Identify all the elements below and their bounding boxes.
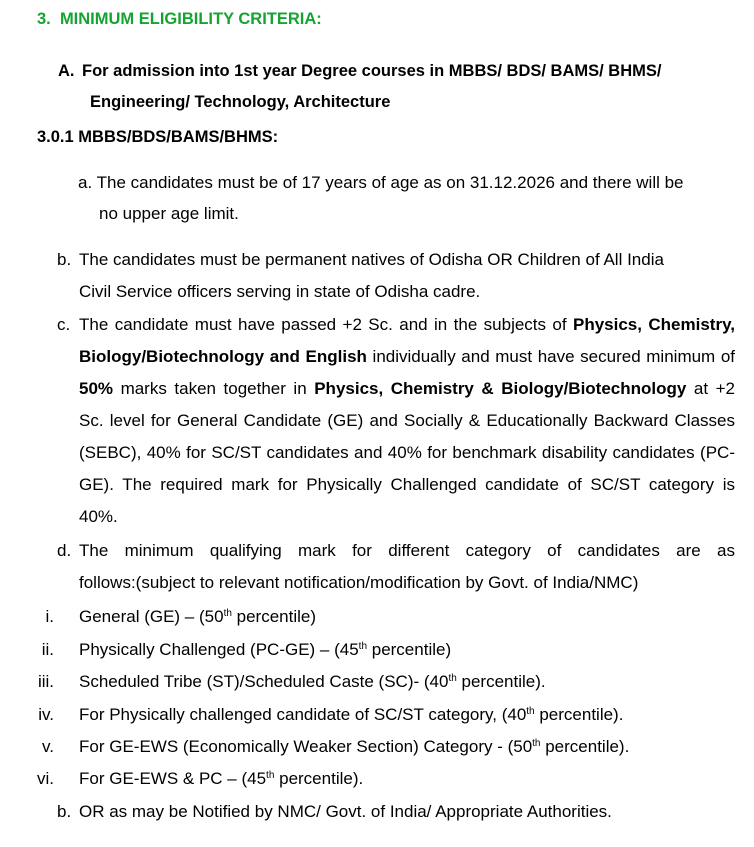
item-last: [57, 796, 735, 828]
roman-num: ii.: [41, 640, 54, 659]
roman-sup: th: [526, 706, 535, 717]
roman-text-end: percentile).: [534, 705, 624, 724]
item-c-bold-3: Physics, Chemistry & Biology/Biotechnology: [314, 379, 687, 398]
roman-num: v.: [42, 737, 54, 756]
item-c: [57, 309, 735, 533]
roman-item: [0, 731, 754, 763]
section-number: 3.: [37, 10, 51, 28]
roman-num: i.: [45, 607, 54, 626]
part-a-label: A.: [58, 62, 75, 80]
part-a-line2: Engineering/ Technology, Architecture: [90, 93, 391, 111]
roman-sup: th: [532, 738, 541, 749]
roman-text: Physically Challenged (PC-GE) – (45: [79, 640, 359, 659]
roman-num: vi.: [37, 769, 54, 788]
roman-item: [0, 666, 754, 698]
item-c-text-3: marks taken together in: [113, 379, 315, 398]
roman-text-end: percentile).: [540, 737, 630, 756]
roman-sup: th: [223, 608, 232, 619]
item-b-label: b.: [57, 250, 72, 269]
item-c-bold-2: 50%: [79, 379, 114, 398]
item-c-bold-1: Physics, Chemistry, Biology/Biotechnology and English: [79, 315, 735, 366]
item-c-text-1: The candidate must have passed +2 Sc. and in the subjects of: [79, 315, 573, 334]
item-d-line2: follows:(subject to relevant notification/modification by Govt. of India/NMC): [79, 573, 639, 592]
item-d-label: d.: [57, 541, 72, 560]
item-d: [57, 535, 735, 599]
item-c-text-4: at +2 Sc. level for General Candidate (GE) and Socially & Educationally Backward Classes (SEBC), 40% for SC/ST candidates and 40% for benchmark disability candidates (PC-GE). The required mark for Physically Challenged candidate of SC/ST category is 40%.: [79, 379, 736, 526]
subsection-heading: 3.0.1 MBBS/BDS/BAMS/BHMS:: [37, 128, 279, 146]
roman-text-end: percentile): [231, 607, 317, 626]
item-last-text: OR as may be Notified by NMC/ Govt. of India/ Appropriate Authorities.: [79, 802, 612, 821]
roman-text: For Physically challenged candidate of SC/ST category, (40: [79, 705, 527, 724]
section-heading: [37, 10, 322, 29]
item-d-line1: The minimum qualifying mark for different category of candidates are as: [79, 541, 735, 560]
roman-sup: th: [266, 770, 275, 781]
roman-text-end: percentile).: [274, 769, 364, 788]
roman-num: iv.: [38, 705, 54, 724]
item-a: [78, 167, 728, 229]
item-a-line1: The candidates must be of 17 years of age as on 31.12.2026 and there will be: [96, 173, 684, 192]
roman-text-end: percentile).: [456, 672, 546, 691]
item-c-text-2: individually and must have secured minimum of: [366, 347, 736, 366]
roman-item: [0, 763, 754, 795]
item-b: [57, 244, 735, 308]
roman-sup: th: [358, 641, 368, 652]
roman-num: iii.: [37, 672, 54, 691]
roman-item: [0, 601, 754, 633]
item-c-label: c.: [57, 315, 71, 334]
item-b-line2: Civil Service officers serving in state of Odisha cadre.: [79, 282, 481, 301]
roman-text: Scheduled Tribe (ST)/Scheduled Caste (SC)- (40: [79, 672, 449, 691]
roman-item: [0, 634, 754, 666]
item-a-line2: no upper age limit.: [99, 204, 239, 223]
roman-item: [0, 699, 754, 731]
item-last-label: b.: [57, 802, 72, 821]
roman-text: General (GE) – (50: [79, 607, 224, 626]
part-a-line1: For admission into 1st year Degree courses in MBBS/ BDS/ BAMS/ BHMS/: [82, 62, 662, 80]
roman-text: For GE-EWS & PC – (45: [79, 769, 267, 788]
part-a-heading: [58, 56, 738, 118]
item-c-text: [79, 309, 735, 533]
item-b-line1: The candidates must be permanent natives of Odisha OR Children of All India: [79, 250, 664, 269]
roman-text-end: percentile): [367, 640, 452, 659]
roman-text: For GE-EWS (Economically Weaker Section) Category - (50: [79, 737, 533, 756]
item-a-label: a.: [78, 173, 93, 192]
roman-sup: th: [448, 673, 457, 684]
section-title: MINIMUM ELIGIBILITY CRITERIA:: [59, 10, 322, 28]
